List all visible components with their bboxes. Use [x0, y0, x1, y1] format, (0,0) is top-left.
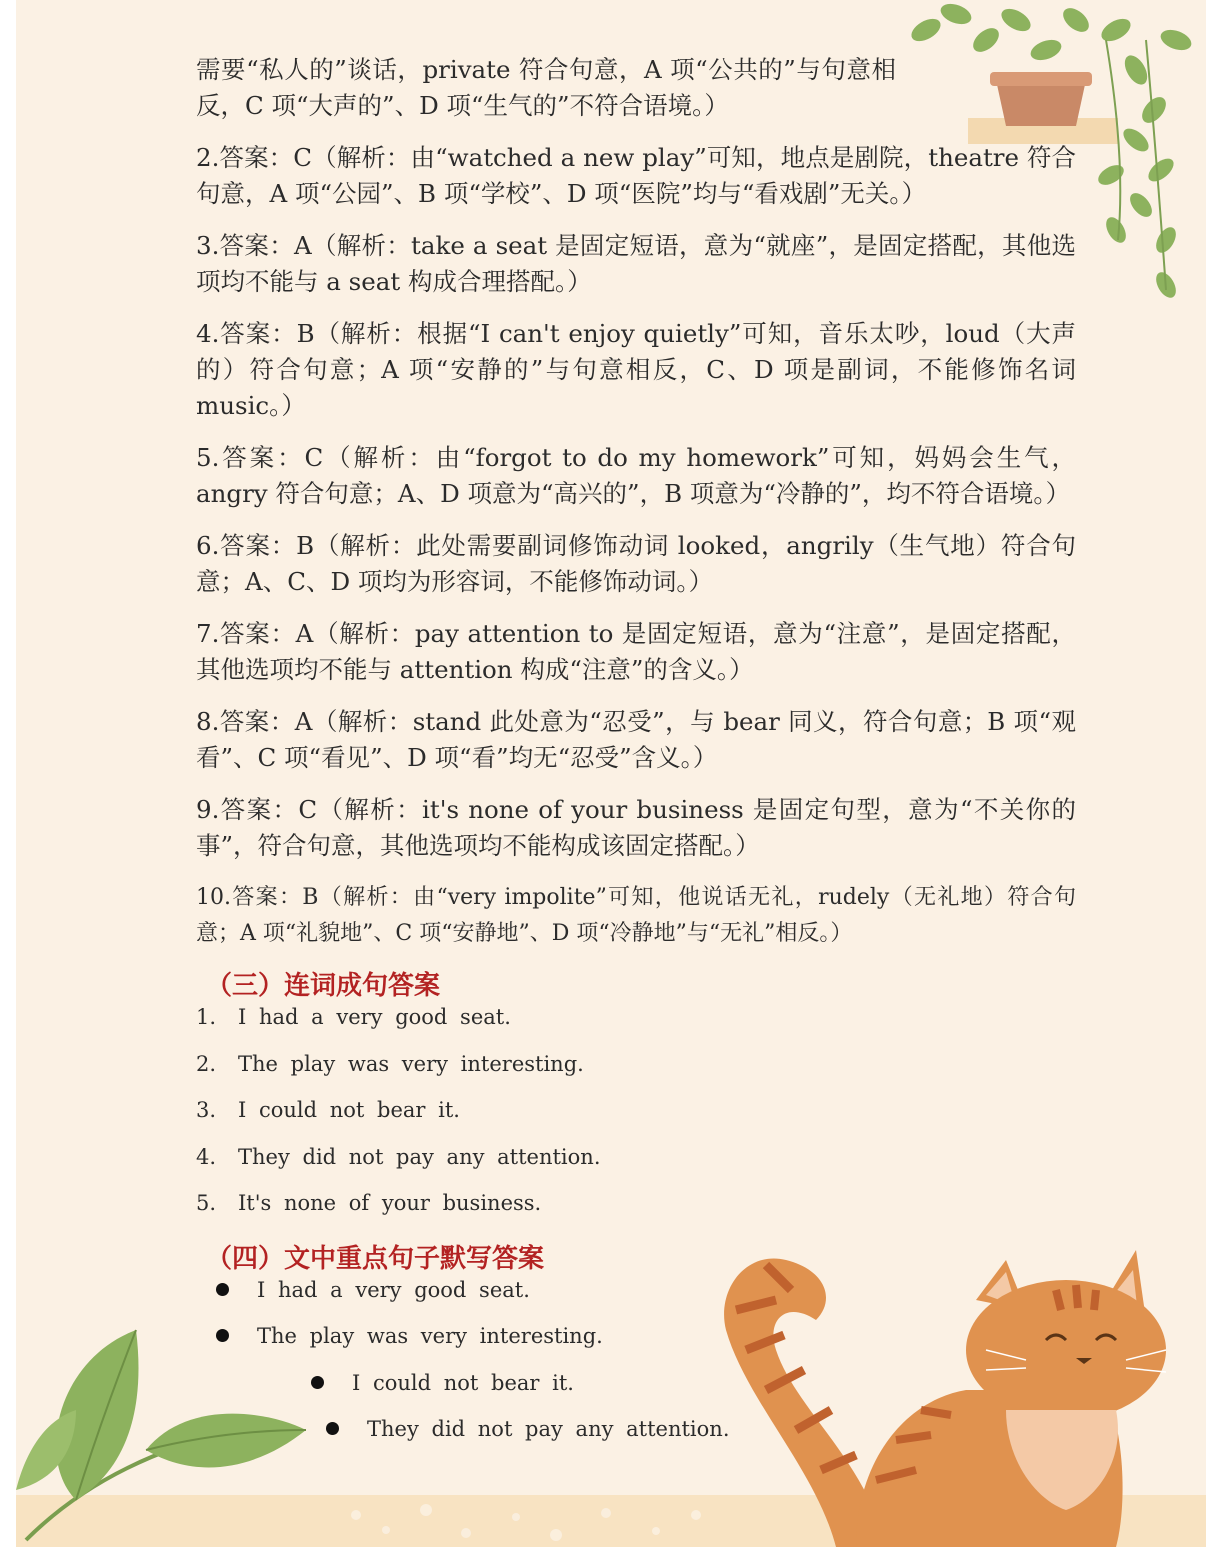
answer-paragraph-4: 4.答案：B（解析：根据“I can't enjoy quietly”可知，音乐太吵，loud（大声的）符合句意；A 项“安静的”与句意相反，C、D 项是副词，不能修饰名词 music。）: [196, 319, 1076, 420]
item-text: They did not pay any attention.: [238, 1144, 601, 1169]
item-number: 3.: [196, 1098, 217, 1122]
bullet-dot-icon: [216, 1283, 229, 1296]
bullet-dot-icon: [311, 1376, 324, 1389]
item-text: I had a very good seat.: [238, 1005, 511, 1029]
bullet-dot-icon: [326, 1422, 339, 1435]
section-3-title: （三）连词成句答案: [206, 971, 441, 1001]
bullet-text: They did not pay any attention.: [367, 1417, 730, 1441]
answer-paragraph-6: 6.答案：B（解析：此处需要副词修饰动词 looked，angrily（生气地）符合句意；A、C、D 项均为形容词，不能修饰动词。）: [196, 531, 1076, 596]
bullet-dot-icon: [216, 1329, 229, 1342]
list-item: [196, 1144, 1076, 1191]
item-text: I could not bear it.: [238, 1098, 460, 1122]
answer-paragraph-10: 10.答案：B（解析：由“very impolite”可知，他说话无礼，rudely（无礼地）符合句意；A 项“礼貌地”、C 项“安静地”、D 项“冷静地”与“无礼”相反。）: [196, 885, 1076, 946]
answer-paragraph-8: 8.答案：A（解析：stand 此处意为“忍受”，与 bear 同义，符合句意；B 项“观看”、C 项“看见”、D 项“看”均无“忍受”含义。）: [196, 707, 1076, 772]
bullet-text: The play was very interesting.: [257, 1324, 603, 1348]
item-number: 4.: [196, 1144, 217, 1169]
bullet-item: [196, 1277, 1076, 1324]
bullet-item: [196, 1416, 1076, 1463]
item-text: The play was very interesting.: [238, 1051, 584, 1076]
bullet-text: I had a very good seat.: [257, 1277, 530, 1302]
item-number: 5.: [196, 1191, 217, 1215]
document-page: [16, 0, 1206, 1547]
answer-paragraph-2: 2.答案：C（解析：由“watched a new play”可知，地点是剧院，theatre 符合句意，A 项“公园”、B 项“学校”、D 项“医院”均与“看戏剧”无关。）: [196, 143, 1076, 208]
answer-content: [196, 52, 1076, 1463]
list-item: [196, 1004, 1076, 1051]
floor-speckles: [316, 1495, 736, 1547]
list-item: [196, 1190, 1076, 1237]
item-text: It's none of your business.: [238, 1191, 542, 1215]
section-4-title: （四）文中重点句子默写答案: [206, 1243, 545, 1274]
answer-paragraph-1-tail: 需要“私人的”谈话，private 符合句意，A 项“公共的”与句意相反，C 项“大声的”、D 项“生气的”不符合语境。）: [196, 55, 896, 120]
bullet-item: [196, 1323, 1076, 1370]
answer-paragraph-7: 7.答案：A（解析：pay attention to 是固定短语，意为“注意”，是固定搭配，其他选项均不能与 attention 构成“注意”的含义。）: [196, 619, 1076, 684]
section-3-list: [196, 1004, 1076, 1237]
list-item: [196, 1051, 1076, 1098]
bullet-text: I could not bear it.: [352, 1370, 574, 1395]
answer-paragraph-5: 5.答案：C（解析：由“forgot to do my homework”可知，妈妈会生气，angry 符合句意；A、D 项意为“高兴的”，B 项意为“冷静的”，均不符合语境。）: [196, 443, 1076, 508]
item-number: 2.: [196, 1051, 217, 1076]
answer-paragraph-9: 9.答案：C（解析：it's none of your business 是固定句型，意为“不关你的事”，符合句意，其他选项均不能构成该固定搭配。）: [196, 795, 1076, 860]
bullet-item: [196, 1370, 1076, 1417]
answer-paragraph-3: 3.答案：A（解析：take a seat 是固定短语，意为“就座”，是固定搭配，其他选项均不能与 a seat 构成合理搭配。）: [196, 231, 1076, 296]
item-number: 1.: [196, 1005, 217, 1029]
list-item: [196, 1097, 1076, 1144]
section-4-list: [196, 1277, 1076, 1463]
